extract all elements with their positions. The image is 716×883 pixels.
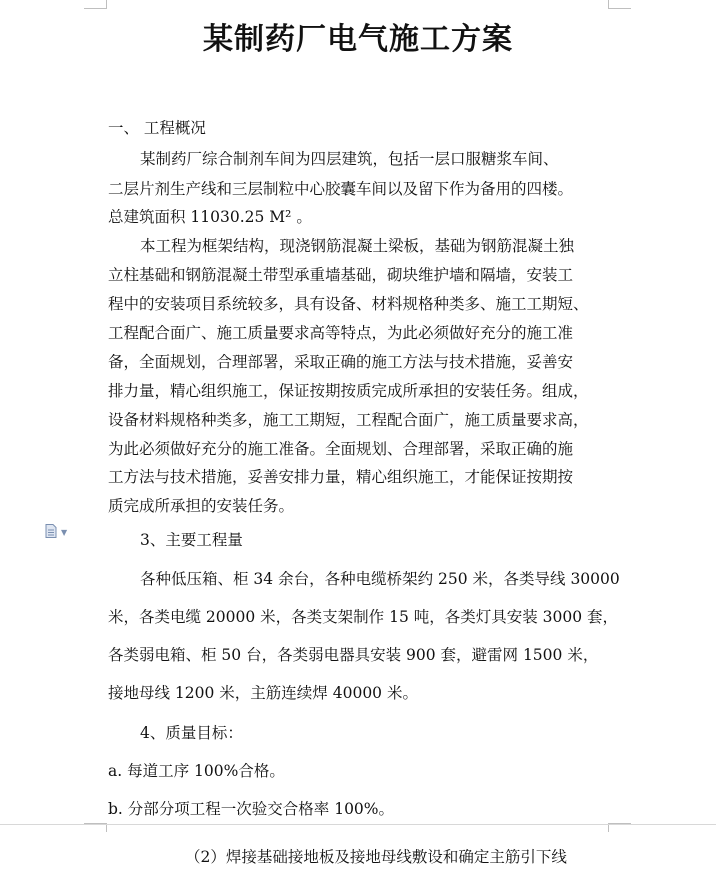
- section-heading-overview: 一、 工程概况: [108, 119, 206, 137]
- list-item: b. 分部分项工程一次验交合格率 100%。: [108, 800, 395, 818]
- paragraph-line: 立柱基础和钢筋混凝土带型承重墙基础，砌块维护墙和隔墙，安装工: [108, 266, 574, 284]
- margin-guide-top-right: [608, 0, 631, 9]
- margin-guide-top-left: [84, 0, 107, 9]
- paragraph-line: 本工程为框架结构，现浇钢筋混凝土梁板，基础为钢筋混凝土独: [140, 237, 575, 255]
- section-heading-quality: 4、质量目标：: [140, 724, 243, 742]
- paragraph-line: 程中的安装项目系统较多，具有设备、材料规格种类多、施工工期短、: [108, 295, 589, 313]
- paragraph-line: 各类弱电箱、柜 50 台，各类弱电器具安装 900 套，避雷网 1500 米，: [108, 646, 599, 664]
- paragraph-line: 工程配合面广、施工质量要求高等特点，为此必须做好充分的施工准: [108, 324, 574, 342]
- paragraph-line: 工方法与技术措施，妥善安排力量，精心组织施工，才能保证按期按: [108, 468, 574, 486]
- paragraph-line: 备，全面规划，合理部署，采取正确的施工方法与技术措施，妥善安: [108, 353, 574, 371]
- next-page-heading: （2）焊接基础接地板及接地母线敷设和确定主筋引下线: [185, 848, 567, 866]
- paragraph-line: 总建筑面积 11030.25 M² 。: [108, 208, 312, 226]
- paragraph-line: 排力量，精心组织施工，保证按期按质完成所承担的安装任务。组成，: [108, 382, 589, 400]
- section-heading-quantities: 3、主要工程量: [140, 531, 243, 549]
- paragraph-line: 质完成所承担的安装任务。: [108, 497, 295, 515]
- list-item: a. 每道工序 100%合格。: [108, 762, 285, 780]
- page-break: [0, 824, 716, 825]
- paragraph-line: 接地母线 1200 米，主筋连续焊 40000 米。: [108, 684, 418, 702]
- paragraph-line: 设备材料规格种类多，施工工期短，工程配合面广，施工质量要求高，: [108, 411, 589, 429]
- paragraph-line: 各种低压箱、柜 34 余台，各种电缆桥架约 250 米，各类导线 30000: [140, 570, 620, 588]
- paragraph-line: 二层片剂生产线和三层制粒中心胶囊车间以及留下作为备用的四楼。: [108, 180, 574, 198]
- document-title: 某制药厂电气施工方案: [203, 22, 513, 57]
- paragraph-line: 某制药厂综合制剂车间为四层建筑，包括一层口服糖浆车间、: [140, 150, 559, 168]
- document-icon[interactable]: [45, 524, 57, 538]
- chevron-down-icon[interactable]: ▼: [61, 528, 68, 537]
- paragraph-line: 为此必须做好充分的施工准备。全面规划、合理部署，采取正确的施: [108, 440, 574, 458]
- paragraph-line: 米，各类电缆 20000 米，各类支架制作 15 吨，各类灯具安装 3000 套，: [108, 608, 619, 626]
